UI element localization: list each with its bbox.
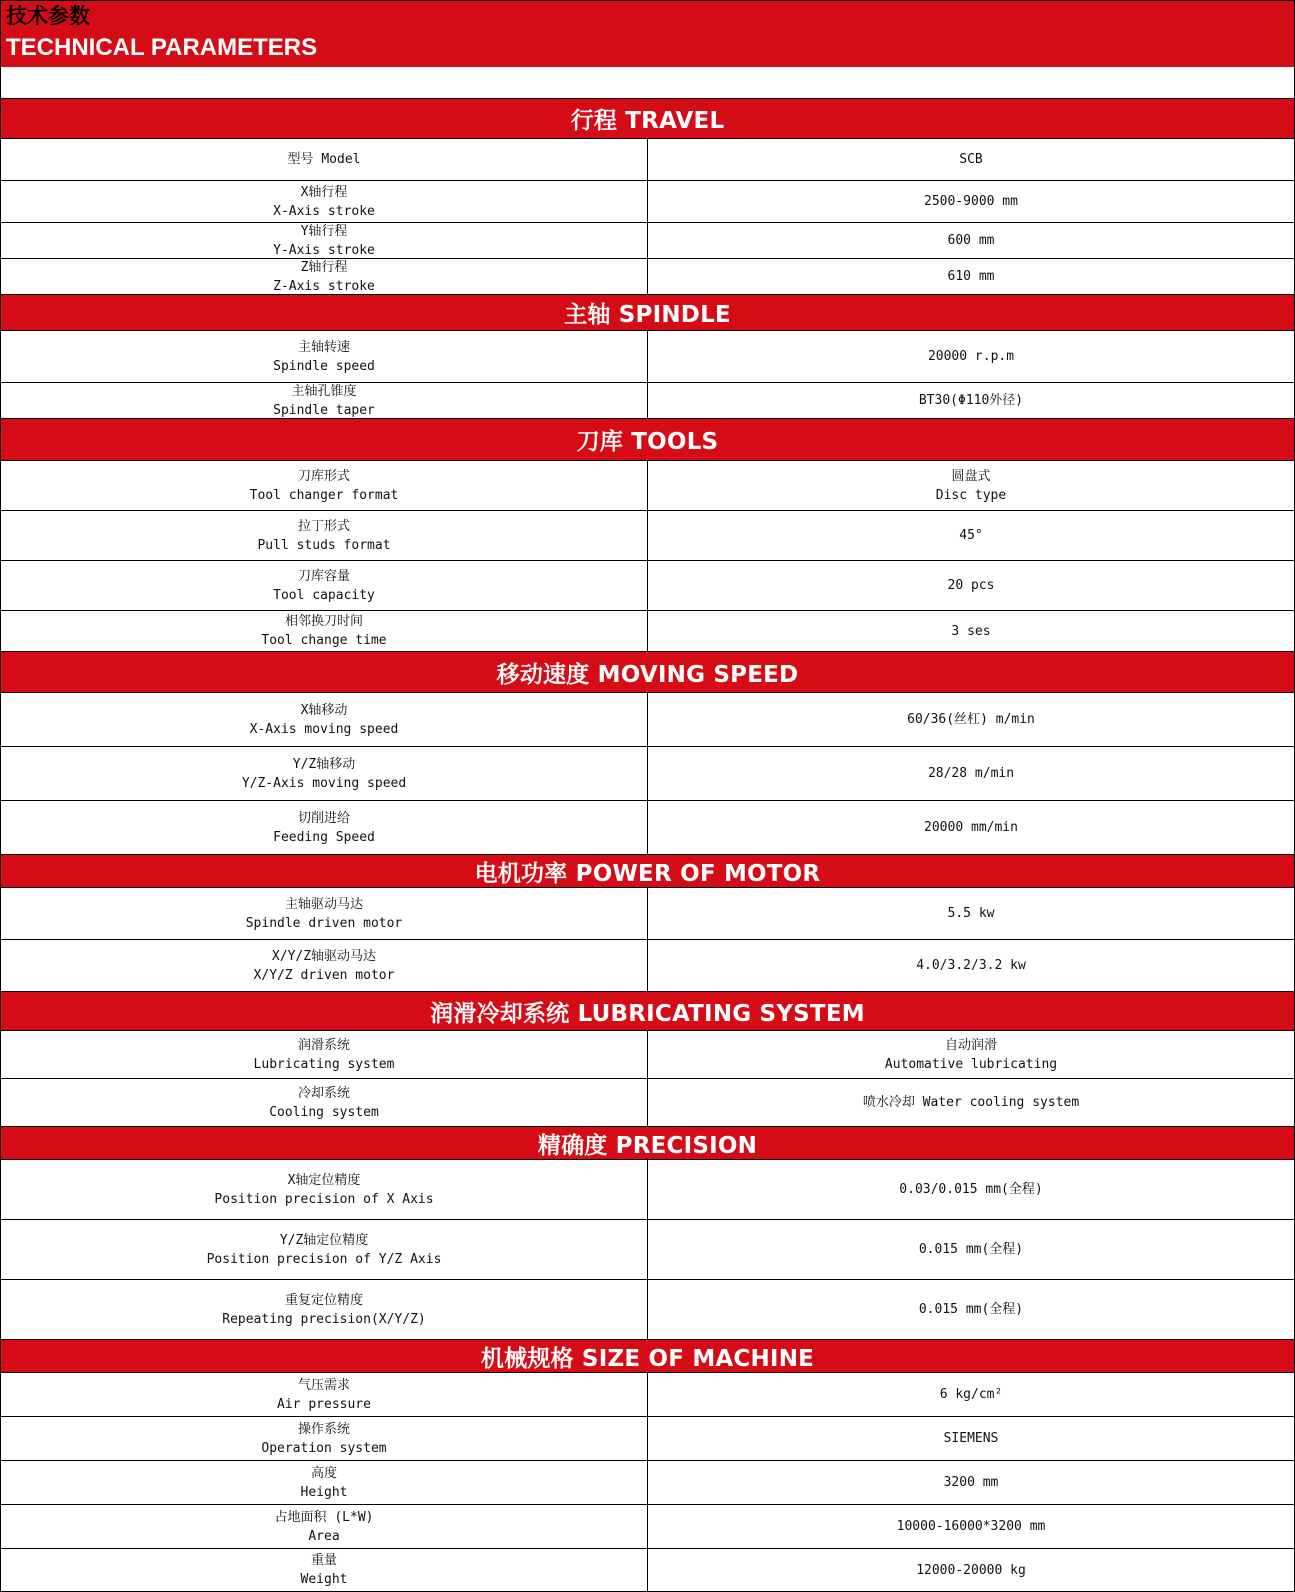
value-primary: 自动润滑	[944, 1037, 997, 1053]
label-english: Weight	[300, 1572, 348, 1587]
parameter-value-cell	[648, 611, 1295, 651]
table-row	[0, 180, 1295, 222]
value-primary: 0.015 mm(全程)	[918, 1302, 1024, 1317]
value-primary: SCB	[959, 152, 983, 167]
label-english: Air pressure	[277, 1396, 371, 1412]
parameter-value-cell	[648, 693, 1295, 746]
parameter-label-cell	[1, 1417, 648, 1460]
section-header: 电机功率 POWER OF MOTOR	[0, 854, 1295, 887]
section-header: 刀库 TOOLS	[0, 418, 1295, 460]
value-primary: 6 kg/cm²	[939, 1387, 1003, 1402]
spec-table	[0, 98, 1295, 1592]
section-header: 移动速度 MOVING SPEED	[0, 651, 1295, 692]
label-chinese: Y/Z轴定位精度	[279, 1232, 369, 1248]
parameter-value-cell	[648, 940, 1295, 991]
label-english: X/Y/Z driven motor	[253, 967, 395, 983]
label-chinese: 高度	[310, 1465, 337, 1481]
table-row	[0, 330, 1295, 382]
label-chinese: X轴行程	[300, 184, 348, 200]
label-chinese: Y/Z轴移动	[292, 756, 356, 772]
section-header: 机械规格 SIZE OF MACHINE	[0, 1339, 1295, 1372]
value-primary: 12000-20000 kg	[916, 1562, 1026, 1578]
parameter-value-cell	[648, 888, 1295, 939]
value-primary: 3200 mm	[943, 1475, 999, 1490]
label-chinese: X/Y/Z轴驱动马达	[271, 948, 377, 964]
label-english: X-Axis moving speed	[249, 721, 399, 737]
table-row	[0, 887, 1295, 939]
parameter-value-cell	[648, 1280, 1295, 1339]
table-row	[0, 939, 1295, 991]
value-primary: 喷水冷却 Water cooling system	[862, 1095, 1080, 1110]
value-primary: 2500-9000 mm	[924, 194, 1018, 209]
value-primary: 5.5 kw	[947, 906, 995, 921]
title-chinese: 技术参数	[6, 4, 90, 28]
parameter-label-cell	[1, 1373, 648, 1416]
table-row	[0, 560, 1295, 610]
parameter-label-cell	[1, 561, 648, 610]
parameter-label-cell	[1, 801, 648, 854]
label-chinese: 占地面积 (L*W)	[274, 1509, 374, 1525]
label-english: Cooling system	[269, 1104, 379, 1120]
parameter-label-cell	[1, 383, 648, 418]
label-english: Y/Z-Axis moving speed	[241, 775, 407, 791]
parameter-label-cell	[1, 461, 648, 510]
parameter-value-cell	[648, 801, 1295, 854]
value-secondary: Automative lubricating	[884, 1056, 1058, 1072]
label-chinese: 切削进给	[297, 810, 350, 826]
label-english: Pull studs format	[257, 537, 391, 553]
parameter-label-cell	[1, 1280, 648, 1339]
parameter-value-cell	[648, 1417, 1295, 1460]
value-secondary: Disc type	[935, 487, 1007, 503]
label-english: Feeding Speed	[273, 829, 375, 845]
table-row	[0, 460, 1295, 510]
label-english: Spindle driven motor	[245, 915, 403, 931]
label-chinese: 润滑系统	[297, 1037, 350, 1053]
parameter-value-cell	[648, 331, 1295, 382]
label-english: Repeating precision(X/Y/Z)	[222, 1311, 426, 1327]
parameter-value-cell	[648, 139, 1295, 180]
table-row	[0, 1504, 1295, 1548]
parameter-label-cell	[1, 1160, 648, 1219]
label-chinese: 气压需求	[297, 1377, 350, 1393]
parameter-value-cell	[648, 1160, 1295, 1219]
label-english: Tool capacity	[273, 587, 375, 603]
label-chinese: 主轴转速	[297, 339, 350, 355]
parameter-label-cell	[1, 1549, 648, 1591]
table-row	[0, 610, 1295, 651]
label-english: Z-Axis stroke	[273, 278, 375, 294]
title-english: TECHNICAL PARAMETERS	[6, 34, 318, 61]
label-chinese: 操作系统	[297, 1421, 350, 1437]
label-chinese: 刀库容量	[297, 568, 350, 584]
table-row	[0, 1279, 1295, 1339]
value-primary: 60/36(丝杠) m/min	[907, 712, 1035, 727]
section-header: 行程 TRAVEL	[0, 98, 1295, 138]
label-chinese: 重复定位精度	[284, 1292, 363, 1308]
label-chinese: Z轴行程	[300, 259, 348, 275]
parameter-label-cell	[1, 1461, 648, 1504]
parameter-value-cell	[648, 1079, 1295, 1126]
label-english: Position precision of X Axis	[214, 1191, 434, 1207]
parameter-value-cell	[648, 1549, 1295, 1591]
parameter-label-cell	[1, 331, 648, 382]
label-english: Spindle speed	[273, 358, 375, 374]
parameter-label-cell	[1, 1031, 648, 1078]
label-english: Area	[308, 1528, 340, 1544]
label-chinese: 相邻换刀时间	[284, 614, 363, 629]
table-row	[0, 510, 1295, 560]
parameter-label-cell	[1, 1079, 648, 1126]
table-row	[0, 138, 1295, 180]
parameter-label-cell	[1, 888, 648, 939]
section-header: 主轴 SPINDLE	[0, 294, 1295, 330]
parameter-value-cell	[648, 1461, 1295, 1504]
table-row	[0, 222, 1295, 258]
value-primary: 4.0/3.2/3.2 kw	[916, 958, 1026, 973]
parameter-value-cell	[648, 181, 1295, 222]
parameter-value-cell	[648, 511, 1295, 560]
value-primary: 0.015 mm(全程)	[918, 1242, 1024, 1257]
parameter-value-cell	[648, 1373, 1295, 1416]
table-row	[0, 1078, 1295, 1126]
section-header: 润滑冷却系统 LUBRICATING SYSTEM	[0, 991, 1295, 1030]
label-chinese: 刀库形式	[297, 468, 350, 484]
parameter-value-cell	[648, 259, 1295, 294]
label-chinese: X轴定位精度	[287, 1172, 361, 1188]
value-primary: 20000 mm/min	[924, 820, 1018, 835]
label-english: Tool change time	[261, 633, 387, 648]
label-english: X-Axis stroke	[273, 203, 375, 219]
table-row	[0, 1460, 1295, 1504]
label-chinese: 重量	[310, 1553, 337, 1568]
value-primary: 45°	[959, 528, 983, 543]
parameter-label-cell	[1, 511, 648, 560]
value-primary: 28/28 m/min	[927, 766, 1015, 781]
parameter-value-cell	[648, 1031, 1295, 1078]
parameter-label-cell	[1, 181, 648, 222]
table-row	[0, 692, 1295, 746]
parameter-label-cell	[1, 223, 648, 258]
parameter-label-cell	[1, 747, 648, 800]
table-row	[0, 800, 1295, 854]
table-row	[0, 1030, 1295, 1078]
value-primary: 610 mm	[947, 269, 995, 284]
label-chinese: 主轴驱动马达	[284, 896, 363, 912]
table-row	[0, 258, 1295, 294]
header-spacer	[0, 67, 1295, 98]
label-english: Tool changer format	[249, 487, 399, 503]
parameter-label-cell	[1, 1505, 648, 1548]
label-english: Y-Axis stroke	[273, 242, 375, 258]
value-primary: 3 ses	[951, 623, 991, 639]
label-chinese: Y轴行程	[300, 223, 348, 239]
section-header: 精确度 PRECISION	[0, 1126, 1295, 1159]
label-english: Lubricating system	[253, 1056, 395, 1072]
value-primary: BT30(Φ110外径)	[918, 393, 1024, 408]
value-primary: 600 mm	[947, 233, 995, 248]
value-primary: SIEMENS	[943, 1431, 999, 1446]
table-row	[0, 1219, 1295, 1279]
parameter-label-cell	[1, 693, 648, 746]
parameter-value-cell	[648, 747, 1295, 800]
table-row	[0, 746, 1295, 800]
parameter-label-cell	[1, 139, 648, 180]
parameter-value-cell	[648, 1505, 1295, 1548]
parameter-label-cell	[1, 611, 648, 651]
parameter-value-cell	[648, 1220, 1295, 1279]
parameter-label-cell	[1, 940, 648, 991]
value-primary: 20 pcs	[947, 578, 995, 593]
parameter-value-cell	[648, 383, 1295, 418]
parameter-label-cell	[1, 1220, 648, 1279]
table-row	[0, 1548, 1295, 1592]
table-row	[0, 1416, 1295, 1460]
header-banner	[0, 0, 1295, 67]
label-chinese: 冷却系统	[297, 1085, 350, 1101]
label-english: Spindle taper	[273, 402, 375, 418]
label-english: Position precision of Y/Z Axis	[206, 1251, 442, 1267]
label-english: Height	[300, 1484, 348, 1500]
parameter-value-cell	[648, 561, 1295, 610]
label-chinese: 型号 Model	[287, 152, 361, 167]
table-row	[0, 1159, 1295, 1219]
label-chinese: 主轴孔锥度	[291, 383, 357, 399]
value-primary: 10000-16000*3200 mm	[896, 1519, 1046, 1534]
value-primary: 0.03/0.015 mm(全程)	[899, 1182, 1043, 1197]
parameter-value-cell	[648, 223, 1295, 258]
value-primary: 20000 r.p.m	[927, 349, 1015, 364]
label-chinese: X轴移动	[300, 702, 348, 718]
parameter-label-cell	[1, 259, 648, 294]
value-primary: 圆盘式	[951, 468, 991, 484]
label-chinese: 拉丁形式	[297, 518, 350, 534]
parameter-value-cell	[648, 461, 1295, 510]
table-row	[0, 382, 1295, 418]
label-english: Operation system	[261, 1440, 387, 1456]
table-row	[0, 1372, 1295, 1416]
